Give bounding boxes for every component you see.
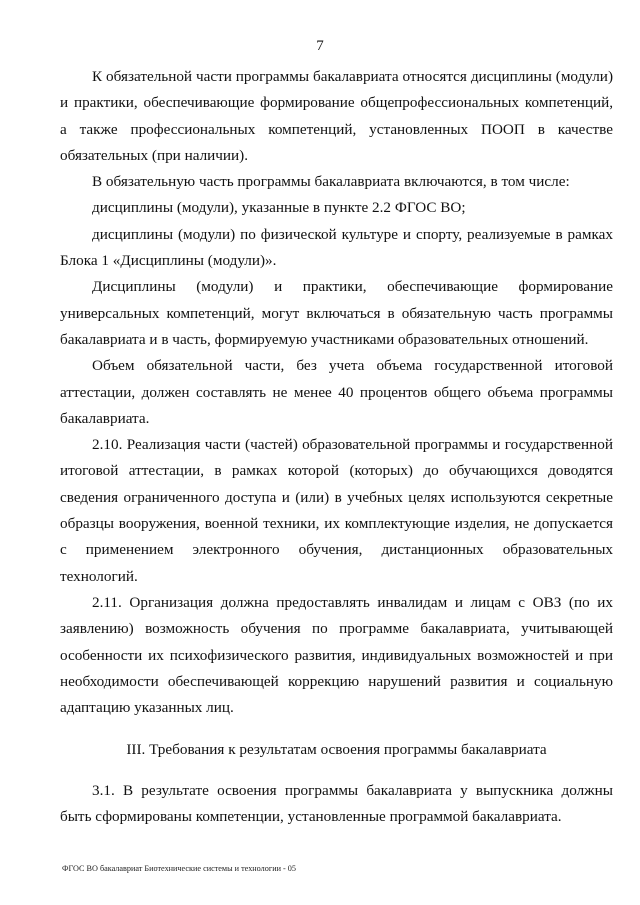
paragraph: Дисциплины (модули) и практики, обеспечивающие формирование универсальных компетенций, могут включаться в обязательную часть программы бакалавриата и в часть, формируемую участниками образовательных отношений. (60, 278, 613, 348)
footer-note: ФГОС ВО бакалавриат Биотехнические системы и технологии - 05 (62, 864, 296, 873)
paragraph: В обязательную часть программы бакалавриата включаются, в том числе: (92, 173, 570, 191)
paragraph: 3.1. В результате освоения программы бакалавриата у выпускника должны быть сформированы компетенции, установленные программой бакалавриата. (60, 781, 613, 826)
paragraph: 2.11. Организация должна предоставлять инвалидам и лицам с ОВЗ (по их заявлению) возможность обучения по программе бакалавриата, учитывающей особенности их психофизического развития, индивидуальных возможностей и при необходимости обеспечивающей коррекцию нарушений развития и социальную адаптацию указанных лиц. (60, 593, 613, 717)
paragraph: Объем обязательной части, без учета объема государственной итоговой аттестации, должен составлять не менее 40 процентов общего объема программы бакалавриата. (60, 357, 613, 427)
document-body (60, 64, 613, 830)
page-number: 7 (316, 38, 324, 54)
section-heading: III. Требования к результатам освоения программы бакалавриата (126, 741, 547, 759)
paragraph: дисциплины (модули), указанные в пункте 2.2 ФГОС ВО; (92, 199, 466, 217)
paragraph: дисциплины (модули) по физической культуре и спорту, реализуемые в рамках Блока 1 «Дисциплины (модули)». (60, 225, 613, 270)
paragraph: К обязательной части программы бакалавриата относятся дисциплины (модули) и практики, обеспечивающие формирование общепрофессиональных компетенций, а также профессиональных компетенций, установленных ПООП в качестве обязательных (при наличии). (60, 68, 613, 164)
paragraph: 2.10. Реализация части (частей) образовательной программы и государственной итоговой аттестации, в рамках которой (которых) до обучающихся доводятся сведения ограниченного доступа и (или) в учебных целях используются секретные образцы вооружения, военной техники, их комплектующие изделия, не допускается с применением электронного обучения, дистанционных образовательных технологий. (60, 436, 613, 585)
